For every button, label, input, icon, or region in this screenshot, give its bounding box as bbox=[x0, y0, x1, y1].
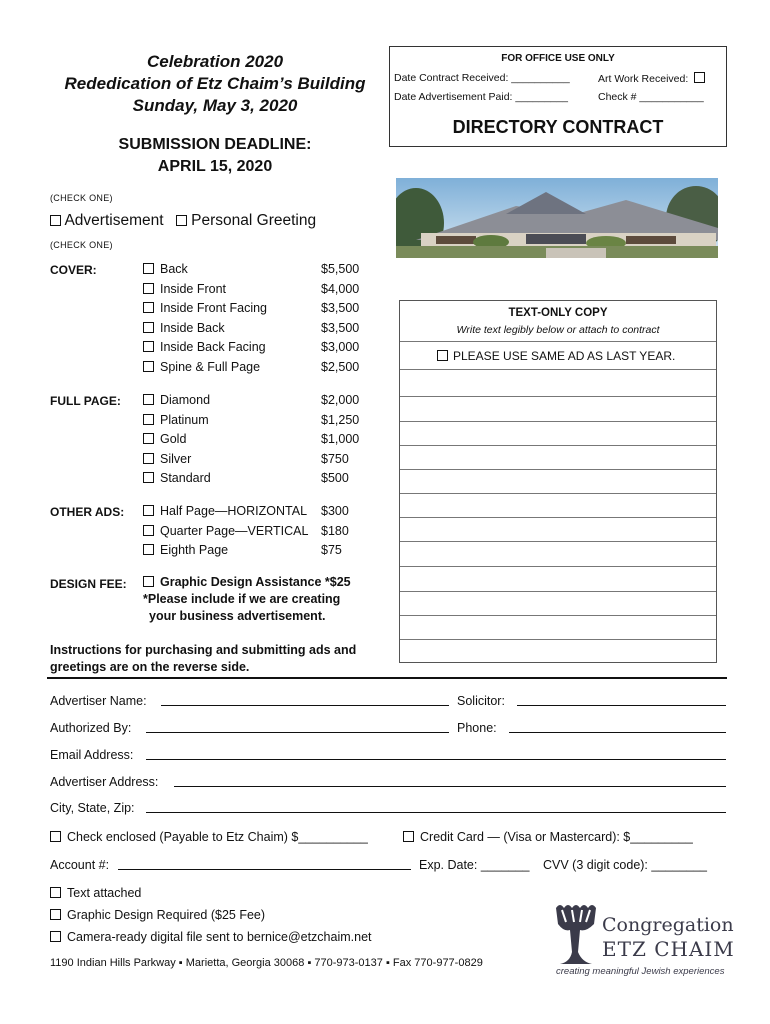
text-box-line bbox=[400, 369, 716, 370]
phone-label: Phone: bbox=[457, 721, 497, 735]
cover-option bbox=[143, 280, 373, 300]
full-page-option bbox=[143, 430, 373, 450]
event-line-2: Rededication of Etz Chaim’s Building bbox=[64, 74, 366, 93]
exp-date-label: Exp. Date: _______ bbox=[419, 858, 530, 872]
other-ads-price: $75 bbox=[321, 543, 342, 557]
full-page-label: FULL PAGE: bbox=[50, 394, 121, 408]
text-attached-option bbox=[50, 886, 141, 900]
other-ads-price: $300 bbox=[321, 504, 349, 518]
other-ads-option-name: Quarter Page—VERTICAL bbox=[160, 523, 309, 538]
advertisement-checkbox[interactable] bbox=[50, 215, 61, 226]
text-box-line bbox=[400, 445, 716, 446]
other-ads-option-name: Eighth Page bbox=[160, 543, 229, 557]
text-box-line bbox=[400, 639, 716, 640]
instructions-line-2: greetings are on the reverse side. bbox=[50, 660, 250, 674]
same-ad-label: PLEASE USE SAME AD AS LAST YEAR. bbox=[453, 349, 676, 363]
camera-ready-label: Camera-ready digital file sent to bernice@etzchaim.net bbox=[67, 930, 372, 944]
logo-tagline: creating meaningful Jewish experiences bbox=[556, 966, 725, 977]
other-ads-checkbox[interactable] bbox=[143, 525, 154, 536]
cover-label: COVER: bbox=[50, 263, 97, 277]
cover-checkbox[interactable] bbox=[143, 341, 154, 352]
other-ads-option bbox=[143, 522, 373, 542]
art-work-label: Art Work Received: bbox=[598, 73, 689, 85]
email-label: Email Address: bbox=[50, 748, 134, 762]
personal-greeting-checkbox[interactable] bbox=[176, 215, 187, 226]
design-fee-checkbox[interactable] bbox=[143, 576, 154, 587]
graphic-design-checkbox[interactable] bbox=[50, 909, 61, 920]
credit-card-option bbox=[403, 830, 693, 844]
cover-price: $2,500 bbox=[321, 359, 360, 374]
phone-field[interactable] bbox=[509, 732, 726, 733]
cover-checkbox[interactable] bbox=[143, 322, 154, 333]
cover-option bbox=[143, 260, 373, 280]
cover-option-name: Inside Front Facing bbox=[160, 301, 267, 315]
full-page-option-name: Silver bbox=[160, 451, 192, 466]
email-field[interactable] bbox=[146, 759, 726, 760]
text-box-line bbox=[400, 469, 716, 470]
check-enclosed-checkbox[interactable] bbox=[50, 831, 61, 842]
directory-contract-title: DIRECTORY CONTRACT bbox=[452, 117, 664, 137]
advertisement-label: Advertisement bbox=[64, 212, 164, 229]
other-ads-checkbox[interactable] bbox=[143, 544, 154, 555]
text-attached-checkbox[interactable] bbox=[50, 887, 61, 898]
cover-price: $3,500 bbox=[321, 320, 360, 335]
design-fee-option bbox=[143, 574, 351, 625]
full-page-options bbox=[143, 391, 373, 489]
cover-price: $4,000 bbox=[321, 281, 360, 296]
check-one-label-1: (CHECK ONE) bbox=[50, 193, 113, 203]
advertiser-name-field[interactable] bbox=[161, 705, 449, 706]
other-ads-option bbox=[143, 502, 373, 522]
full-page-checkbox[interactable] bbox=[143, 453, 154, 464]
event-line-3: Sunday, May 3, 2020 bbox=[132, 96, 298, 115]
other-ads-label: OTHER ADS: bbox=[50, 505, 125, 519]
authorized-by-field[interactable] bbox=[146, 732, 449, 733]
cover-options bbox=[143, 260, 373, 377]
full-page-price: $500 bbox=[321, 471, 349, 485]
credit-card-checkbox[interactable] bbox=[403, 831, 414, 842]
text-box-line bbox=[400, 566, 716, 567]
check-enclosed-option bbox=[50, 830, 368, 844]
full-page-option-name: Diamond bbox=[160, 393, 211, 407]
full-page-checkbox[interactable] bbox=[143, 433, 154, 444]
text-box-divider bbox=[400, 341, 716, 342]
submission-deadline bbox=[50, 134, 380, 178]
city-state-zip-field[interactable] bbox=[146, 812, 726, 813]
cover-option-name: Inside Back Facing bbox=[160, 340, 266, 354]
deadline-date: APRIL 15, 2020 bbox=[157, 158, 273, 175]
cover-option-name: Back bbox=[160, 262, 188, 276]
design-fee-text: Graphic Design Assistance *$25 bbox=[160, 575, 351, 589]
address-label: Advertiser Address: bbox=[50, 775, 159, 789]
footer-address: 1190 Indian Hills Parkway ▪ Marietta, Georgia 30068 ▪ 770-973-0137 ▪ Fax 770-977-0829 bbox=[50, 957, 483, 969]
camera-ready-option bbox=[50, 930, 372, 944]
cover-price: $3,500 bbox=[321, 301, 360, 315]
design-fee-note-1: *Please include if we are creating bbox=[143, 592, 341, 606]
graphic-design-label: Graphic Design Required ($25 Fee) bbox=[67, 908, 266, 922]
camera-ready-checkbox[interactable] bbox=[50, 931, 61, 942]
full-page-checkbox[interactable] bbox=[143, 394, 154, 405]
solicitor-field[interactable] bbox=[517, 705, 726, 706]
other-ads-option bbox=[143, 541, 373, 561]
instructions bbox=[50, 642, 356, 676]
address-field[interactable] bbox=[174, 786, 726, 787]
full-page-price: $2,000 bbox=[321, 393, 360, 407]
design-fee-note-2: your business advertisement. bbox=[149, 609, 326, 623]
full-page-option bbox=[143, 469, 373, 489]
text-box-line bbox=[400, 591, 716, 592]
text-box-line bbox=[400, 396, 716, 397]
text-box-line bbox=[400, 517, 716, 518]
text-box-title: TEXT-ONLY COPY bbox=[508, 307, 608, 319]
cover-checkbox[interactable] bbox=[143, 263, 154, 274]
office-title: FOR OFFICE USE ONLY bbox=[501, 53, 615, 64]
deadline-label: SUBMISSION DEADLINE: bbox=[118, 136, 312, 153]
text-only-copy-box[interactable] bbox=[399, 300, 717, 663]
text-box-line bbox=[400, 541, 716, 542]
text-box-line bbox=[400, 493, 716, 494]
city-state-zip-label: City, State, Zip: bbox=[50, 801, 135, 815]
date-ad-paid: Date Advertisement Paid: _________ bbox=[394, 91, 568, 103]
check-one-label-2: (CHECK ONE) bbox=[50, 240, 113, 250]
cover-option-name: Spine & Full Page bbox=[160, 359, 261, 374]
cover-option bbox=[143, 338, 373, 358]
cover-option-name: Inside Back bbox=[160, 320, 225, 335]
cvv-label: CVV (3 digit code): ________ bbox=[543, 858, 707, 872]
full-page-option bbox=[143, 391, 373, 411]
cover-price: $3,000 bbox=[321, 340, 360, 354]
full-page-option-name: Gold bbox=[160, 432, 187, 446]
full-page-checkbox[interactable] bbox=[143, 472, 154, 483]
full-page-price: $1,000 bbox=[321, 432, 360, 446]
design-fee-label: DESIGN FEE: bbox=[50, 577, 127, 591]
cover-checkbox[interactable] bbox=[143, 283, 154, 294]
cover-checkbox[interactable] bbox=[143, 302, 154, 313]
same-ad-checkbox[interactable] bbox=[437, 350, 448, 361]
authorized-by-label: Authorized By: bbox=[50, 721, 132, 735]
full-page-checkbox[interactable] bbox=[143, 414, 154, 425]
other-ads-price: $180 bbox=[321, 523, 349, 538]
event-line-1: Celebration 2020 bbox=[146, 52, 284, 71]
other-ads-checkbox[interactable] bbox=[143, 505, 154, 516]
other-ads-options bbox=[143, 502, 373, 561]
graphic-design-option bbox=[50, 908, 265, 922]
logo-line-2: ETZ CHAIM bbox=[602, 937, 735, 961]
text-attached-label: Text attached bbox=[67, 886, 142, 900]
full-page-price: $1,250 bbox=[321, 412, 360, 427]
check-number: Check # ___________ bbox=[598, 91, 704, 103]
check-enclosed-label: Check enclosed (Payable to Etz Chaim) $__________ bbox=[67, 830, 368, 844]
event-title bbox=[50, 51, 380, 117]
cover-checkbox[interactable] bbox=[143, 361, 154, 372]
account-field[interactable] bbox=[118, 869, 411, 870]
instructions-line-1: Instructions for purchasing and submitting ads and bbox=[50, 643, 357, 657]
same-ad-option bbox=[437, 349, 675, 363]
date-contract-received: Date Contract Received: __________ bbox=[394, 72, 570, 84]
art-work-checkbox[interactable] bbox=[694, 72, 705, 83]
full-page-option-name: Platinum bbox=[160, 412, 209, 427]
advertiser-name-label: Advertiser Name: bbox=[50, 694, 147, 708]
etz-chaim-logo bbox=[548, 902, 735, 978]
logo-line-1: Congregation bbox=[602, 914, 734, 936]
cover-option-name: Inside Front bbox=[160, 281, 227, 296]
ad-type-choice bbox=[50, 212, 316, 230]
full-page-option bbox=[143, 411, 373, 431]
cover-option bbox=[143, 319, 373, 339]
text-box-line bbox=[400, 421, 716, 422]
cover-option bbox=[143, 299, 373, 319]
credit-card-label: Credit Card — (Visa or Mastercard): $_________ bbox=[420, 830, 693, 844]
section-divider bbox=[47, 677, 727, 679]
text-box-subtitle: Write text legibly below or attach to contract bbox=[456, 324, 660, 336]
cover-price: $5,500 bbox=[321, 262, 360, 276]
personal-greeting-label: Personal Greeting bbox=[191, 212, 317, 229]
building-photo bbox=[396, 178, 718, 258]
account-label: Account #: bbox=[50, 858, 110, 872]
text-box-line bbox=[400, 615, 716, 616]
other-ads-option-name: Half Page—HORIZONTAL bbox=[160, 504, 308, 518]
solicitor-label: Solicitor: bbox=[457, 694, 505, 708]
full-page-price: $750 bbox=[321, 451, 349, 466]
full-page-option bbox=[143, 450, 373, 470]
tree-icon bbox=[548, 902, 604, 966]
art-work-received bbox=[598, 72, 705, 85]
office-use-box bbox=[389, 46, 727, 147]
full-page-option-name: Standard bbox=[160, 471, 211, 485]
cover-option bbox=[143, 358, 373, 378]
